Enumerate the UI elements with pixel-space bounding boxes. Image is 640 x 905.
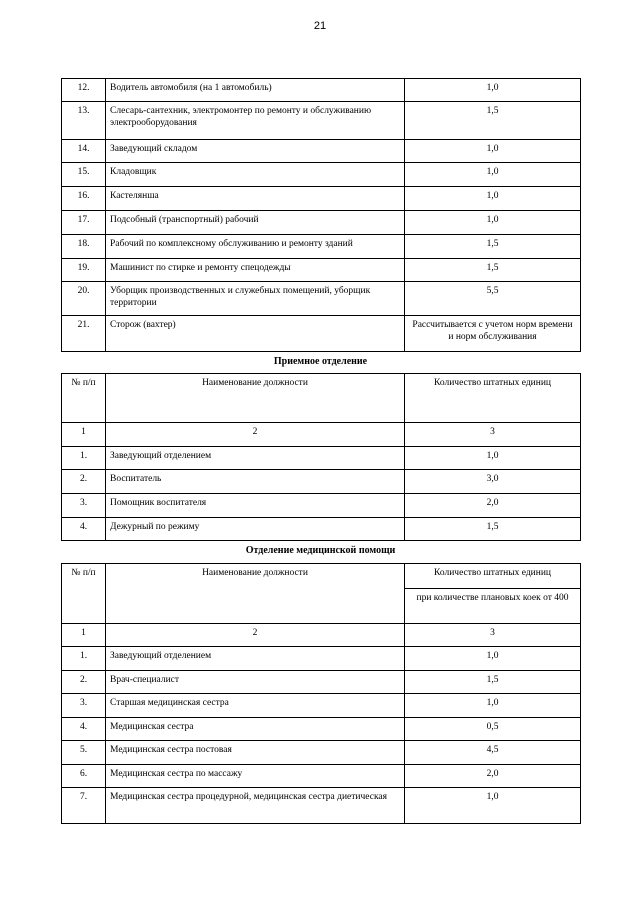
position-name: Заведующий отделением (106, 447, 405, 470)
staff-count: 1,0 (405, 447, 581, 470)
row-number: 1. (62, 647, 106, 671)
staff-count: 1,0 (405, 163, 581, 187)
row-number: 2. (62, 671, 106, 694)
row-number: 16. (62, 187, 106, 211)
index-col-3: 3 (405, 423, 581, 447)
table-row (62, 316, 581, 352)
position-name: Кастелянша (106, 187, 405, 211)
row-number: 18. (62, 235, 106, 259)
header-count: Количество штатных единиц (405, 374, 581, 423)
table-row (62, 259, 581, 282)
staff-count: 1,5 (405, 671, 581, 694)
medical-department-table (61, 563, 581, 824)
position-name: Старшая медицинская сестра (106, 694, 405, 718)
row-number: 5. (62, 741, 106, 765)
table-row (62, 470, 581, 494)
position-name: Медицинская сестра постовая (106, 741, 405, 765)
row-number: 4. (62, 718, 106, 741)
row-number: 12. (62, 79, 106, 102)
row-number: 3. (62, 494, 106, 518)
staff-count: 1,0 (405, 187, 581, 211)
position-name: Заведующий складом (106, 140, 405, 163)
staff-count: 1,0 (405, 211, 581, 235)
section-title: Отделение медицинской помощи (245, 545, 396, 556)
table-row (62, 102, 581, 140)
staff-count: 2,0 (405, 494, 581, 518)
row-number: 13. (62, 102, 106, 140)
row-number: 4. (62, 518, 106, 541)
table-row (62, 140, 581, 163)
table-index-row (62, 423, 581, 447)
staff-count: 1,0 (405, 140, 581, 163)
position-name: Медицинская сестра процедурной, медицинская сестра диетическая (106, 788, 405, 824)
staff-count: 1,5 (405, 259, 581, 282)
row-number: 7. (62, 788, 106, 824)
index-col-1: 1 (62, 423, 106, 447)
row-number: 1. (62, 447, 106, 470)
table-row (62, 163, 581, 187)
table-row (62, 211, 581, 235)
staff-count: 3,0 (405, 470, 581, 494)
table-row (62, 647, 581, 671)
table-row (62, 788, 581, 824)
row-number: 3. (62, 694, 106, 718)
position-name: Кладовщик (106, 163, 405, 187)
table-index-row (62, 624, 581, 647)
table-row (62, 671, 581, 694)
header-position: Наименование должности (106, 374, 405, 423)
index-col-2: 2 (106, 624, 405, 647)
position-name: Дежурный по режиму (106, 518, 405, 541)
staff-count: 1,0 (405, 694, 581, 718)
position-name: Помощник воспитателя (106, 494, 405, 518)
table-row (62, 518, 581, 541)
table-header-row (62, 564, 581, 589)
row-number: 20. (62, 282, 106, 316)
table-row (62, 494, 581, 518)
position-name: Медицинская сестра (106, 718, 405, 741)
position-name: Подсобный (транспортный) рабочий (106, 211, 405, 235)
header-position: Наименование должности (106, 564, 405, 624)
table-row (62, 187, 581, 211)
staff-count: 1,5 (405, 235, 581, 259)
row-number: 14. (62, 140, 106, 163)
row-number: 17. (62, 211, 106, 235)
table-row (62, 282, 581, 316)
position-name: Врач-специалист (106, 671, 405, 694)
table-row (62, 741, 581, 765)
header-count: Количество штатных единиц (405, 564, 581, 589)
staff-count: 4,5 (405, 741, 581, 765)
position-name: Медицинская сестра по массажу (106, 765, 405, 788)
staff-table-continued (61, 78, 581, 352)
table-row (62, 235, 581, 259)
header-bed-count: при количестве плановых коек от 400 (405, 589, 581, 624)
staff-count: 1,5 (405, 102, 581, 140)
position-name: Рабочий по комплексному обслуживанию и ремонту зданий (106, 235, 405, 259)
position-name: Водитель автомобиля (на 1 автомобиль) (106, 79, 405, 102)
table-row (62, 79, 581, 102)
index-col-3: 3 (405, 624, 581, 647)
staff-count: 5,5 (405, 282, 581, 316)
position-name: Воспитатель (106, 470, 405, 494)
header-number: № п/п (62, 374, 106, 423)
page-number: 21 (313, 20, 327, 32)
header-number: № п/п (62, 564, 106, 624)
position-name: Сторож (вахтер) (106, 316, 405, 352)
position-name: Уборщик производственных и служебных помещений, уборщик территории (106, 282, 405, 316)
staff-count: 1,5 (405, 518, 581, 541)
table-row (62, 694, 581, 718)
row-number: 2. (62, 470, 106, 494)
position-name: Машинист по стирке и ремонту спецодежды (106, 259, 405, 282)
position-name: Заведующий отделением (106, 647, 405, 671)
staff-count: 2,0 (405, 765, 581, 788)
staff-count: 1,0 (405, 788, 581, 824)
table-row (62, 765, 581, 788)
table-row (62, 718, 581, 741)
index-col-2: 2 (106, 423, 405, 447)
position-name: Слесарь-сантехник, электромонтер по ремонту и обслуживанию электрооборудования (106, 102, 405, 140)
table-header-row (62, 374, 581, 423)
row-number: 15. (62, 163, 106, 187)
index-col-1: 1 (62, 624, 106, 647)
reception-department-table (61, 373, 581, 541)
section-title: Приемное отделение (273, 356, 368, 367)
row-number: 21. (62, 316, 106, 352)
staff-count: Рассчитывается с учетом норм времени и норм обслуживания (405, 316, 581, 352)
staff-count: 1,0 (405, 79, 581, 102)
row-number: 19. (62, 259, 106, 282)
row-number: 6. (62, 765, 106, 788)
staff-count: 1,0 (405, 647, 581, 671)
table-row (62, 447, 581, 470)
staff-count: 0,5 (405, 718, 581, 741)
